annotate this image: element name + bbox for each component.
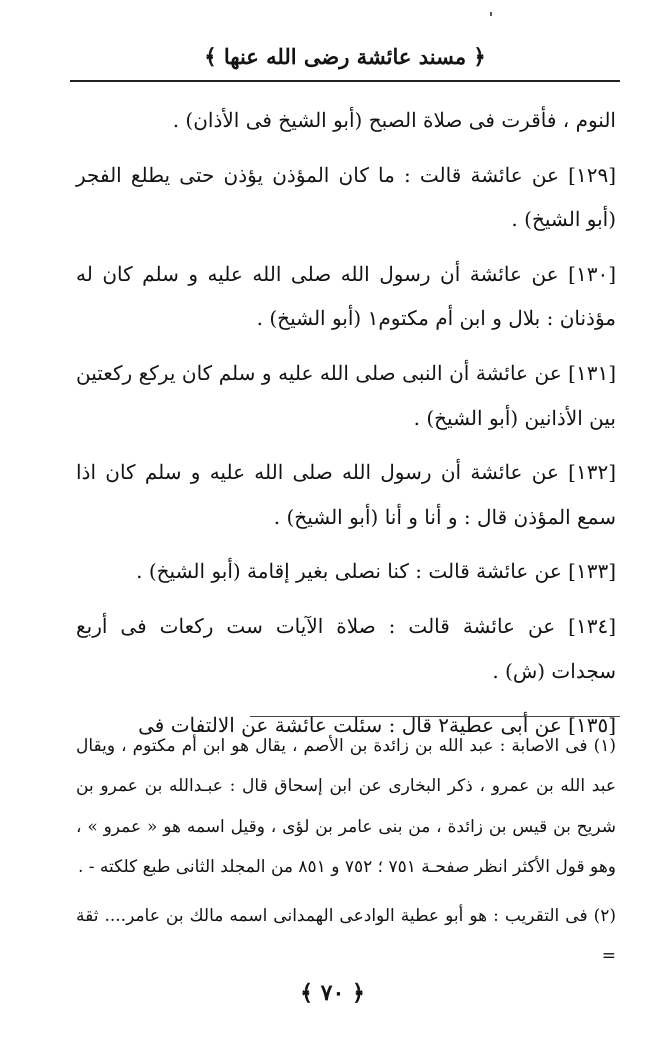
hadith-133: [١٣٣] عن عائشة قالت : كنا نصلى بغير إقامة (أبو الشيخ) . — [136, 559, 616, 584]
hadith-131: [١٣١] عن عائشة أن النبى صلى الله عليه و سلم كان يركع ركعتين بين الأذانين (أبو الشيخ) . — [76, 360, 616, 430]
footnote-rule — [250, 716, 620, 717]
main-text — [76, 98, 616, 758]
footnotes — [76, 726, 616, 984]
scan-speck — [490, 12, 492, 16]
hadith-135: [١٣٥] عن أبى عطية٢ قال : سئلت عائشة عن الالتفات فى — [138, 713, 616, 738]
page-number: ﴿ ٧٠ ﴾ — [300, 980, 365, 1006]
hadith-134: [١٣٤] عن عائشة قالت : صلاة الآيات ست ركعات فى أربع سجدات (ش) . — [76, 613, 616, 683]
running-header: ﴿ مسند عائشة رضى الله عنها ﴾ — [204, 44, 486, 69]
header-rule — [70, 80, 620, 82]
hadith-129: [١٢٩] عن عائشة قالت : ما كان المؤذن يؤذن حتى يطلع الفجر (أبو الشيخ) . — [76, 162, 616, 232]
hadith-130: [١٣٠] عن عائشة أن رسول الله صلى الله عليه و سلم كان له مؤذنان : بلال و ابن أم مكتوم١ (أبو الشيخ) . — [76, 261, 616, 331]
footnote-1: (١) فى الاصابة : عبد الله بن زائدة بن الأصم ، يقال هو ابن أم مكتوم ، ويقال عبد الله بن عمرو ، ذكر البخارى عن ابن إسحاق قال : عبـدالله بن عمرو بن شريح بن قيس بن زائدة ، من بنى عامر بن لؤى ، وقيل اسمه هو « عمرو » ، وهو قول الأكثر انظر صفحـة ٧٥١ ؛ ٧٥٢ و ٨٥١ من المجلد الثانى طبع كلكته - . — [76, 736, 616, 878]
paragraph-continuation: النوم ، فأقرت فى صلاة الصبح (أبو الشيخ فى الأذان) . — [172, 108, 616, 132]
hadith-132: [١٣٢] عن عائشة أن رسول الله صلى الله عليه و سلم كان اذا سمع المؤذن قال : و أنا و أنا (أبو الشيخ) . — [76, 460, 616, 529]
footnote-2: (٢) فى التقريب : هو أبو عطية الوادعى الهمدانى اسمه مالك بن عامر.... ثقة = — [76, 905, 616, 967]
